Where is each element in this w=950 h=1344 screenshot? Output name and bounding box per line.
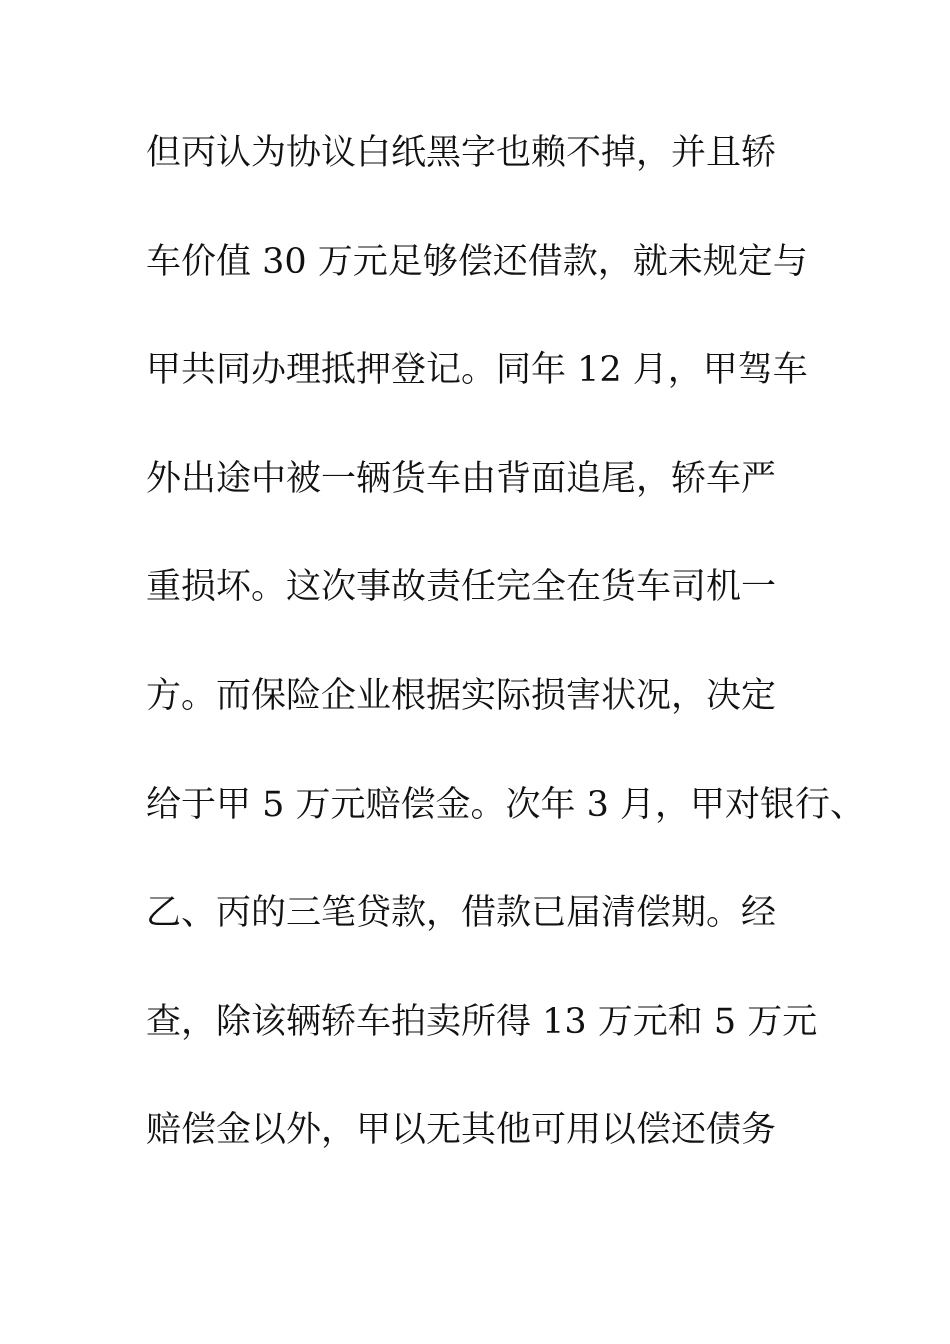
text-line-6: 方。而保险企业根据实际损害状况，决定 [146, 675, 777, 716]
text-line-8: 乙、丙的三笔贷款，借款已届清偿期。经 [146, 893, 777, 934]
body-text [146, 124, 866, 1210]
text-line-5: 重损坏。这次事故责任完全在货车司机一 [146, 567, 777, 608]
text-line-7: 给于甲 5 万元赔偿金。次年 3 月，甲对银行、 [146, 784, 866, 825]
text-line-1: 但丙认为协议白纸黑字也赖不掉，并且轿 [146, 133, 777, 173]
text-line-2: 车价值 30 万元足够偿还借款，就未规定与 [146, 241, 808, 282]
text-line-3: 甲共同办理抵押登记。同年 12 月，甲驾车 [146, 350, 808, 391]
text-line-4: 外出途中被一辆货车由背面追尾，轿车严 [146, 458, 777, 499]
text-line-10: 赔偿金以外，甲以无其他可用以偿还债务 [146, 1110, 777, 1151]
text-line-9: 查，除该辆轿车拍卖所得 13 万元和 5 万元 [146, 1001, 818, 1042]
